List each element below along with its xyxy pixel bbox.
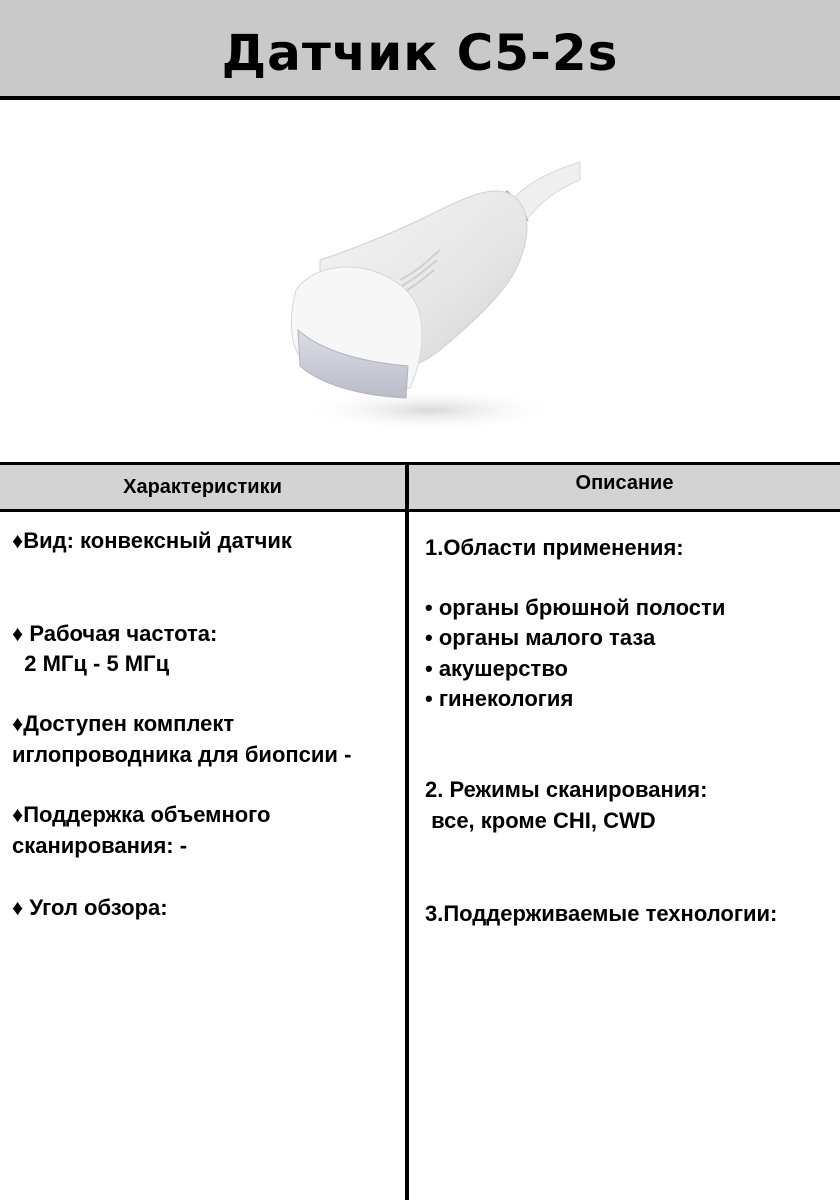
table-column-divider [405, 462, 409, 1200]
ultrasound-probe-icon [280, 140, 590, 440]
desc-application-item: • органы малого таза [425, 625, 656, 650]
spec-view-angle: ♦ Угол обзора: [12, 895, 168, 920]
spec-biopsy-line1: ♦Доступен комплект [12, 711, 235, 736]
spec-volume-line2: сканирования: - [12, 833, 188, 858]
desc-application-item: • акушерство [425, 656, 568, 681]
table-header-border [0, 509, 840, 512]
desc-scan-modes-value: все, кроме CHI, CWD [425, 808, 656, 833]
page-title: Датчик C5-2s [221, 24, 619, 82]
spec-frequency-label: ♦ Рабочая частота: [12, 621, 218, 646]
spec-volume-line1: ♦Поддержка объемного [12, 802, 271, 827]
header-characteristics: Характеристики [123, 476, 282, 498]
desc-application-item: • гинекология [425, 686, 574, 711]
desc-applications-heading: 1.Области применения: [425, 535, 684, 560]
desc-application-item: • органы брюшной полости [425, 595, 726, 620]
desc-technologies-heading: 3.Поддерживаемые технологии: [425, 901, 778, 926]
spec-biopsy-line2: иглопроводника для биопсии - [12, 742, 352, 767]
table-top-border [0, 462, 840, 465]
ultrasound-probe-image [280, 140, 590, 440]
spec-type: ♦Вид: конвексный датчик [12, 528, 292, 553]
desc-scan-modes-heading: 2. Режимы сканирования: [425, 777, 708, 802]
spec-table [0, 462, 840, 1200]
header-description: Описание [575, 472, 674, 494]
title-bar [0, 0, 840, 100]
spec-frequency-value: 2 МГц - 5 МГц [12, 651, 170, 676]
